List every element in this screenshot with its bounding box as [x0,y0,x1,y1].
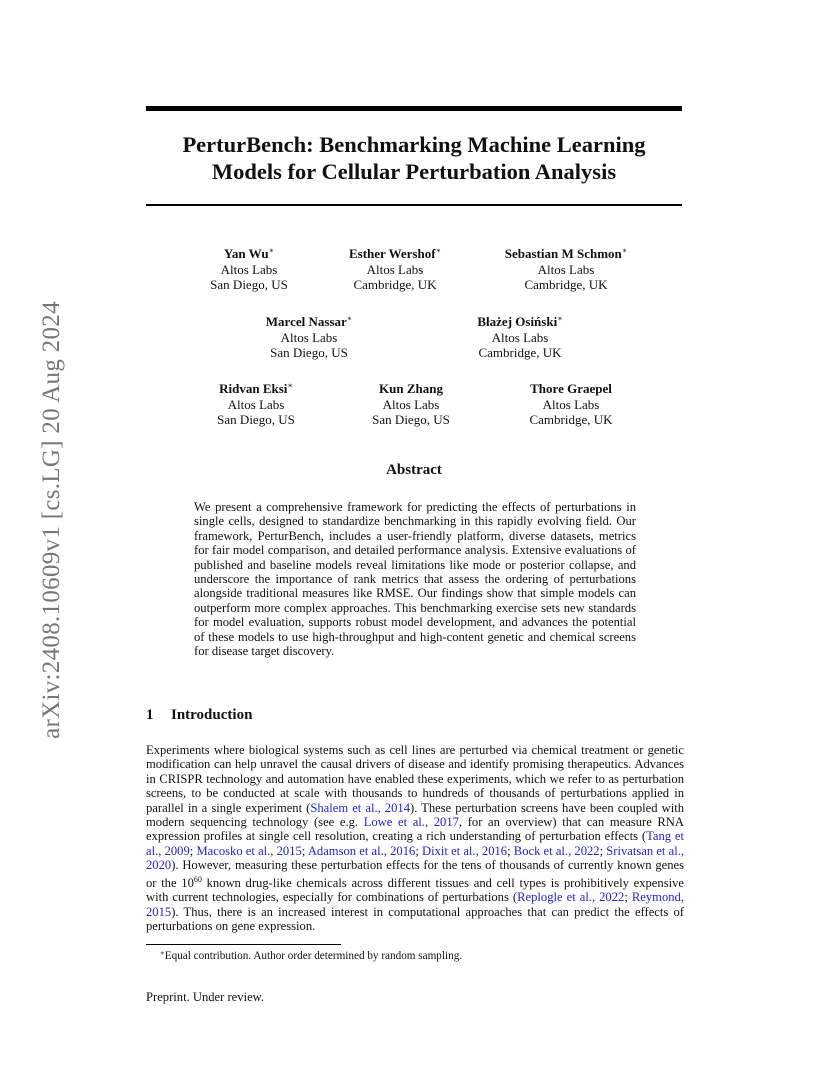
author-name: Thore Graepel [530,381,612,396]
title-line-1: PerturBench: Benchmarking Machine Learning [182,132,646,157]
paper-title [146,131,682,185]
author-location: Cambridge, UK [478,345,562,360]
author-name: Błażej Osiński [477,314,558,329]
title-rule-top [146,106,682,111]
equal-contribution-mark: ∗ [557,314,563,323]
author-name: Marcel Nassar [265,314,347,329]
equal-contribution-mark: ∗ [435,246,441,255]
section-heading [146,707,252,724]
author-affiliation: Altos Labs [382,396,440,412]
author-name: Kun Zhang [379,381,443,396]
arxiv-stamp: arXiv:2408.10609v1 [cs.LG] 20 Aug 2024 [38,301,65,739]
title-rule-bottom [146,204,682,206]
author-block [349,243,441,293]
author-block [372,378,450,428]
intro-text: ; [624,890,632,905]
author-block [477,311,562,361]
footnote-rule [146,944,341,945]
author-name: Sebastian M Schmon [504,246,622,261]
author-block [217,378,295,428]
citation-link[interactable]: Reymond, 2015 [146,890,684,919]
author-block [210,243,288,293]
equal-contribution-mark: ∗ [287,381,293,390]
equal-contribution-mark: ∗ [346,314,353,323]
citation-link[interactable]: Shalem et al., 2014 [310,800,410,815]
abstract-heading: Abstract [386,462,442,478]
introduction-paragraph [146,743,684,933]
intro-text: ; [189,843,197,858]
intro-text: Experiments where biological systems such as cell lines are perturbed via chemical treatment or genetic modification can help unravel the causal drivers of disease and identify promising therapeutics. Advances in CRISPR technology and automation have enabled these experiments, which we refer to as perturbation screens, to be conducted at scale with thousands to hundreds of thousands of perturbations applied in parallel in a single experiment ( [146,743,684,815]
citation-link[interactable]: Macosko et al., 2015 [196,843,302,858]
author-affiliation: Altos Labs [227,396,285,412]
footnote-text: Equal contribution. Author order determined by random sampling. [164,950,463,962]
intro-text: ). Thus, there is an increased interest in computational approaches that can predict the effects of perturbations on gene expression. [146,904,684,934]
intro-text: known drug-like chemicals across different tissues and cell types is prohibitively expensive with current technologies, especially for combinations of perturbations ( [146,875,684,905]
author-affiliation: Altos Labs [280,329,338,345]
abstract-text: We present a comprehensive framework for predicting the effects of perturbations in single cells, designed to standardize benchmarking in this rapidly evolving field. Our framework, PerturBench, includes a user-friendly platform, diverse datasets, metrics for fair model comparison, and detailed performance analysis. Extensive evaluations of published and baseline models reveal limitations like mode or posterior collapse, and underscore the importance of rank metrics that assess the ordering of perturbations alongside traditional measures like RMSE. Our findings show that simple models can outperform more complex approaches. This benchmarking exercise sets new standards for model evaluation, supports robust model development, and advances the potential of these models to use high-throughput and high-content genetic and chemical screens for disease target discovery. [194,500,636,659]
author-affiliation: Altos Labs [366,261,424,277]
citation-link[interactable]: Bock et al., 2022 [513,843,600,858]
preprint-note: Preprint. Under review. [146,990,265,1004]
section-title: Introduction [171,707,253,723]
equal-contribution-mark: ∗ [268,246,275,255]
author-location: Cambridge, UK [524,277,608,292]
citation-link[interactable]: Replogle et al., 2022 [517,890,625,905]
intro-text: , for an overview) that can measure RNA expression profiles at single cell resolution, creating a rich understanding of perturbation effects ( [146,815,685,844]
citation-link[interactable]: Adamson et al., 2016 [307,843,416,858]
section-number: 1 [146,707,154,723]
intro-text: ; [507,843,514,858]
author-block [505,243,627,293]
title-line-2: Models for Cellular Perturbation Analysis [211,159,617,184]
author-location: Cambridge, UK [353,277,437,292]
citation-link[interactable]: Tang et al., 2009 [146,829,685,858]
author-affiliation: Altos Labs [220,261,278,277]
intro-text: ; [301,843,308,858]
footnote [160,949,462,962]
footnote-mark: ∗ [160,949,165,957]
intro-text: ; [415,843,422,858]
intro-text: ). However, measuring these perturbation effects for the tens of thousands of currently known genes or the 10 [146,858,684,890]
exponent: 60 [193,874,202,884]
intro-text: ). These perturbation screens have been coupled with modern sequencing technology (see e.g. [146,800,685,830]
author-location: Cambridge, UK [529,412,613,427]
author-block [266,311,352,361]
intro-text: ; [599,843,607,858]
citation-link[interactable]: Lowe et al., 2017 [363,815,459,830]
author-affiliation: Altos Labs [537,261,595,277]
author-location: San Diego, US [210,277,288,292]
citation-link[interactable]: Srivatsan et al., 2020 [146,843,684,873]
author-name: Yan Wu [223,246,269,261]
author-affiliation: Altos Labs [491,329,549,345]
equal-contribution-mark: ∗ [621,246,628,255]
author-name: Ridvan Eksi [219,381,288,396]
citation-link[interactable]: Dixit et al., 2016 [422,843,508,858]
author-location: San Diego, US [372,412,450,427]
author-location: San Diego, US [217,412,295,427]
author-location: San Diego, US [270,345,348,360]
author-affiliation: Altos Labs [542,396,600,412]
author-name: Esther Wershof [349,246,436,261]
author-block [529,378,612,428]
